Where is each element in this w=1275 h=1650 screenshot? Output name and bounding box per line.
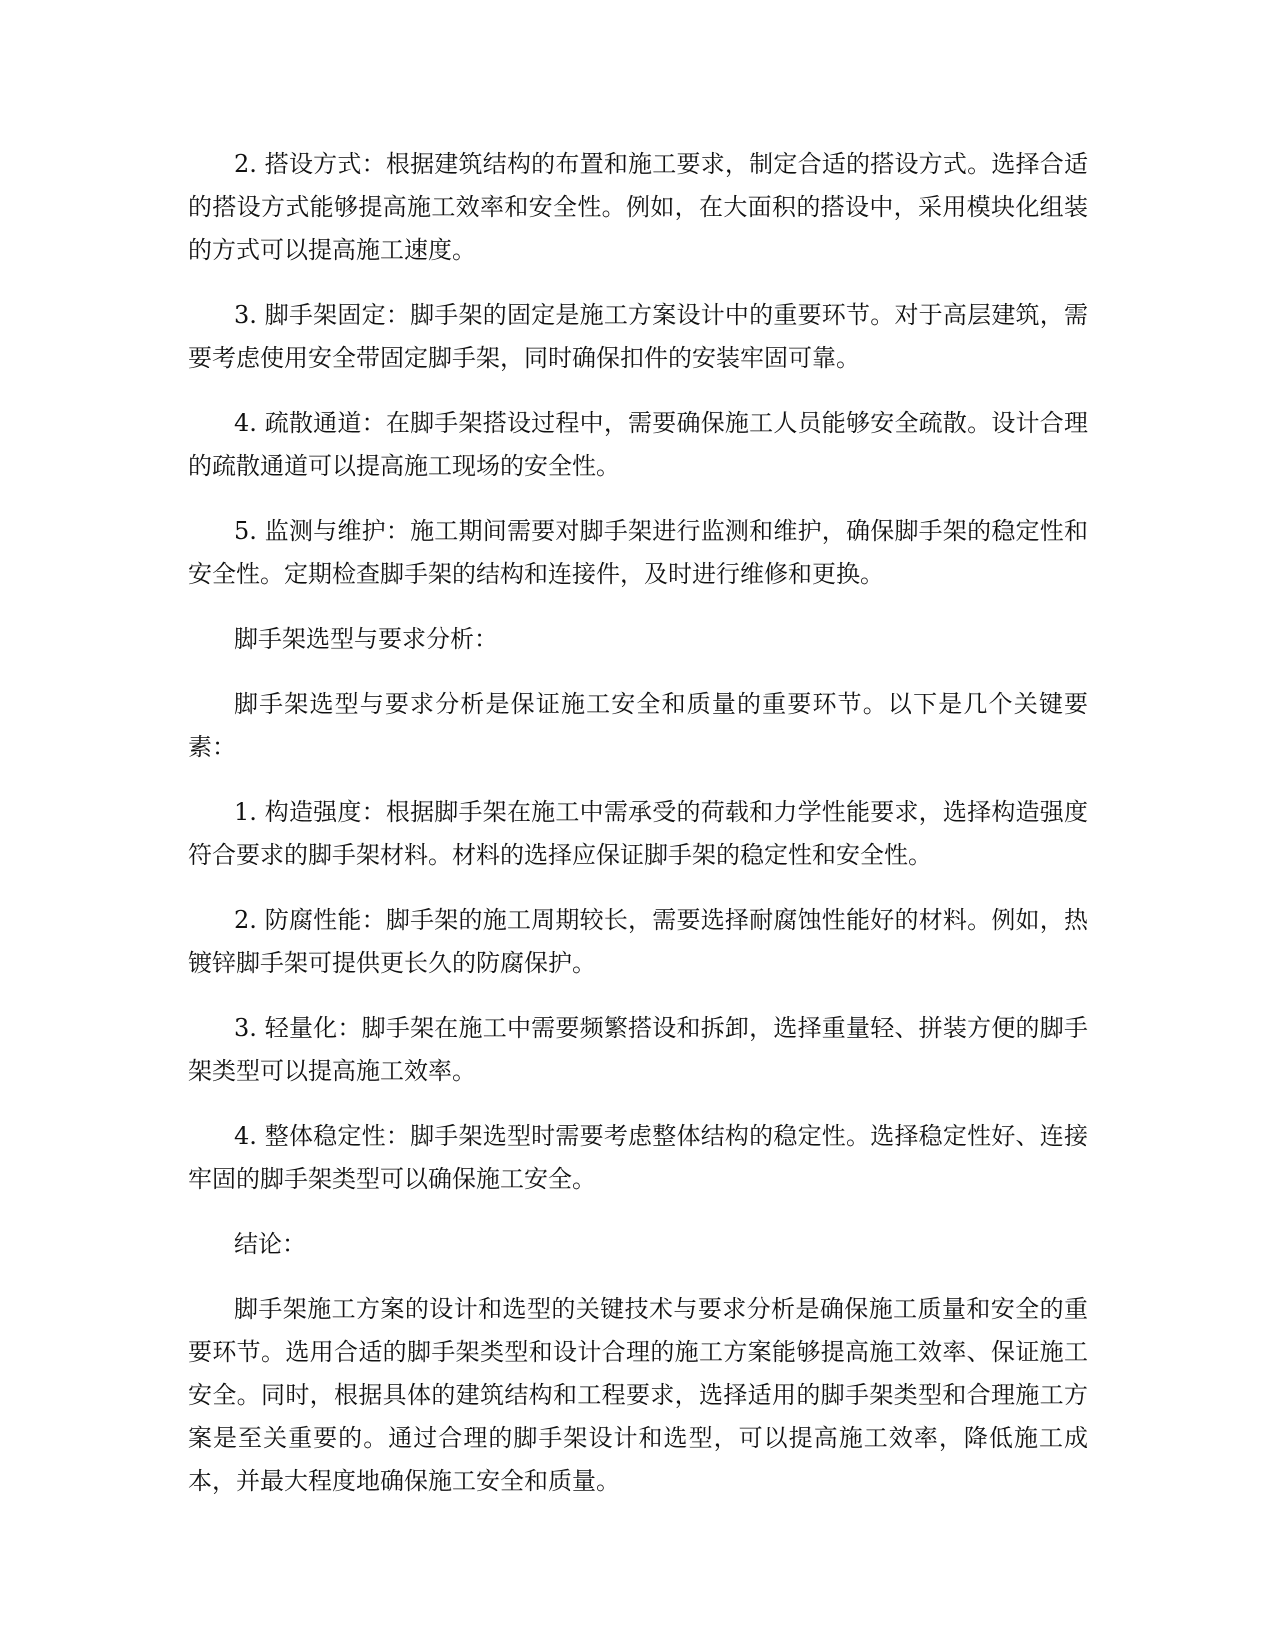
paragraph-evacuation-route: 4. 疏散通道：在脚手架搭设过程中，需要确保施工人员能够安全疏散。设计合理的疏散通道可以提高施工现场的安全性。 [188, 409, 1088, 480]
paragraph-conclusion: 脚手架施工方案的设计和选型的关键技术与要求分析是确保施工质量和安全的重要环节。选用合适的脚手架类型和设计合理的施工方案能够提高施工效率、保证施工安全。同时，根据具体的建筑结构和工程要求，选择适用的脚手架类型和合理施工方案是至关重要的。通过合理的脚手架设计和选型，可以提高施工效率，降低施工成本，并最大程度地确保施工安全和质量。 [188, 1295, 1088, 1495]
section-heading-conclusion: 结论： [234, 1230, 306, 1258]
paragraph-overall-stability: 4. 整体稳定性：脚手架选型时需要考虑整体结构的稳定性。选择稳定性好、连接牢固的脚手架类型可以确保施工安全。 [188, 1122, 1088, 1193]
paragraph-scaffold-fixing: 3. 脚手架固定：脚手架的固定是施工方案设计中的重要环节。对于高层建筑，需要考虑使用安全带固定脚手架，同时确保扣件的安装牢固可靠。 [188, 301, 1088, 372]
paragraph-selection-intro: 脚手架选型与要求分析是保证施工安全和质量的重要环节。以下是几个关键要素： [188, 690, 1088, 761]
paragraph-structural-strength: 1. 构造强度：根据脚手架在施工中需承受的荷载和力学性能要求，选择构造强度符合要求的脚手架材料。材料的选择应保证脚手架的稳定性和安全性。 [188, 798, 1088, 869]
paragraph-lightweight: 3. 轻量化：脚手架在施工中需要频繁搭设和拆卸，选择重量轻、拼装方便的脚手架类型可以提高施工效率。 [188, 1014, 1088, 1085]
section-heading-selection: 脚手架选型与要求分析： [234, 625, 498, 653]
paragraph-erection-method: 2. 搭设方式：根据建筑结构的布置和施工要求，制定合适的搭设方式。选择合适的搭设方式能够提高施工效率和安全性。例如，在大面积的搭设中，采用模块化组装的方式可以提高施工速度。 [188, 150, 1088, 264]
paragraph-monitoring-maintenance: 5. 监测与维护：施工期间需要对脚手架进行监测和维护，确保脚手架的稳定性和安全性。定期检查脚手架的结构和连接件，及时进行维修和更换。 [188, 517, 1088, 588]
paragraph-corrosion-resistance: 2. 防腐性能：脚手架的施工周期较长，需要选择耐腐蚀性能好的材料。例如，热镀锌脚手架可提供更长久的防腐保护。 [188, 906, 1088, 977]
document-page [188, 143, 1088, 1525]
